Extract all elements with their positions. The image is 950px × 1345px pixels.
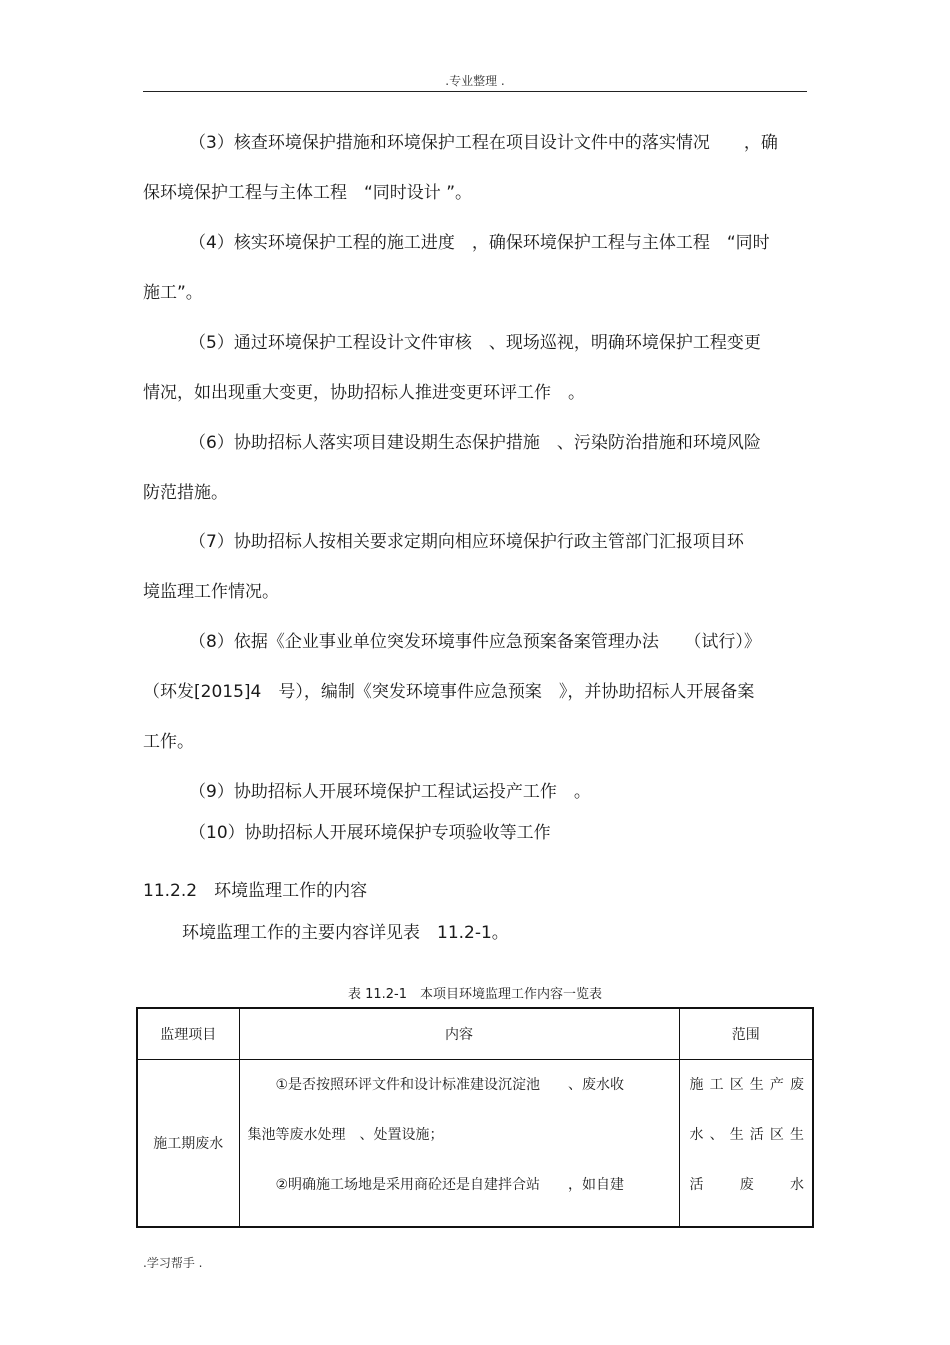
table-caption: 表 11.2-1 本项目环境监理工作内容一览表: [347, 987, 603, 1002]
range-line: 活废水: [689, 1177, 804, 1193]
column-header-item: 监理项目: [137, 1008, 239, 1060]
paragraph-line: （3）核查环境保护措施和环境保护工程在项目设计文件中的落实情况 ，确: [189, 133, 778, 153]
paragraph-line: （9）协助招标人开展环境保护工程试运投产工作 。: [189, 782, 591, 802]
table-header-row: [137, 1008, 813, 1060]
paragraph-line: 保环境保护工程与主体工程 “同时设计 ”。: [143, 183, 473, 203]
section-heading: 11.2.2 环境监理工作的内容: [143, 881, 368, 901]
paragraph-line: （10）协助招标人开展环境保护专项验收等工作: [189, 823, 551, 843]
page-header: .专业整理 .: [445, 74, 505, 88]
paragraph-line: （8）依据《企业事业单位突发环境事件应急预案备案管理办法 （试行）》: [189, 632, 761, 652]
section-intro: 环境监理工作的主要内容详见表 11.2-1。: [182, 923, 509, 943]
paragraph-line: 情况，如出现重大变更，协助招标人推进变更环评工作 。: [143, 383, 585, 403]
content-line: ②明确施工场地是采用商砼还是自建拌合站 ，如自建: [247, 1177, 625, 1193]
range-line: 水、生活区生: [689, 1127, 804, 1143]
column-header-range: 范围: [679, 1008, 813, 1060]
header-divider: [143, 91, 807, 92]
row-item-cell: 施工期废水: [137, 1060, 239, 1228]
supervision-content-table: [136, 1007, 814, 1228]
paragraph-line: （5）通过环境保护工程设计文件审核 、现场巡视，明确环境保护工程变更: [189, 333, 761, 353]
row-range-cell: [679, 1060, 813, 1228]
row-content-cell: [239, 1060, 679, 1228]
paragraph-line: 防范措施。: [143, 483, 228, 503]
paragraph-line: 工作。: [143, 732, 194, 752]
content-line: 集池等废水处理 、处置设施；: [247, 1127, 444, 1143]
column-header-content: 内容: [239, 1008, 679, 1060]
paragraph-line: （环发[2015]4 号），编制《突发环境事件应急预案 》，并协助招标人开展备案: [143, 682, 755, 702]
paragraph-line: 施工”。: [143, 283, 203, 303]
paragraph-line: （4）核实环境保护工程的施工进度 ，确保环境保护工程与主体工程 “同时: [189, 233, 770, 253]
paragraph-line: （6）协助招标人落实项目建设期生态保护措施 、污染防治措施和环境风险: [189, 433, 761, 453]
range-line: 施工区生产废: [689, 1077, 804, 1093]
content-line: ①是否按照环评文件和设计标准建设沉淀池 、废水收: [247, 1077, 625, 1093]
paragraph-line: 境监理工作情况。: [143, 582, 279, 602]
page-footer: .学习帮手 .: [143, 1256, 203, 1270]
paragraph-line: （7）协助招标人按相关要求定期向相应环境保护行政主管部门汇报项目环: [189, 532, 744, 552]
table-row: [137, 1060, 813, 1228]
